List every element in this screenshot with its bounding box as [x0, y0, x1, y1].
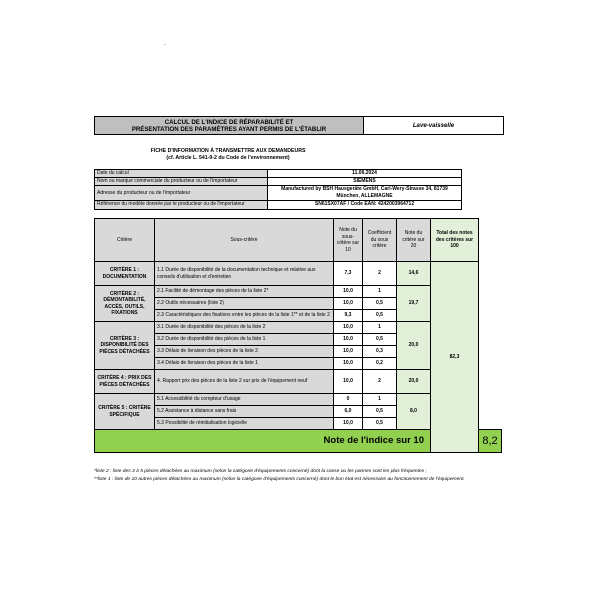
stray-mark: . — [164, 41, 166, 47]
score-table — [94, 218, 502, 453]
sub-criterion-label: 2.3 Caractéristiques des fixations entre les pièces de la liste 1** et de la liste 2 — [155, 310, 334, 322]
sub-criterion-coef: 2 — [363, 262, 397, 286]
sub-criterion-coef: 2 — [363, 370, 397, 394]
sub-criterion-note: 10,0 — [334, 418, 363, 430]
sub-criterion-note: 10,0 — [334, 322, 363, 334]
info-label: Nom ou marque commerciale du producteur ou de l'importateur — [95, 178, 268, 186]
info-value: SN61SX07AF / Code EAN: 4242003964712 — [268, 201, 462, 209]
criterion-2-name: CRITÈRE 2 : DÉMONTABILITÉ, ACCÈS, OUTILS, FIXATIONS — [95, 286, 155, 322]
sub-criterion-label: 5.1 Accessibilité du compteur d'usage — [155, 394, 334, 406]
sub-criterion-note: 0 — [334, 394, 363, 406]
criterion-3-score: 20,0 — [397, 322, 431, 370]
sub-criterion-note: 6,0 — [334, 406, 363, 418]
sub-criterion-coef: 0,3 — [363, 346, 397, 358]
sub-criterion-coef: 1 — [363, 286, 397, 298]
col-total: Total des notes des critères sur 100 — [431, 219, 479, 262]
col-coef: Coefficient du sous critère — [363, 219, 397, 262]
sub-criterion-label: 1.1 Durée de disponibilité de la documentation technique et relative aux conseils d'utilisation et d'entretien — [155, 262, 334, 286]
info-row — [95, 170, 462, 178]
fiche-line-1: FICHE D'INFORMATION À TRANSMETTRE AUX DEMANDEURS — [150, 148, 306, 154]
product-type: Lave-vaisselle — [412, 122, 455, 129]
sub-criterion-note: 10,0 — [334, 346, 363, 358]
info-label: Référence du modèle donnée par le producteur ou de l'importateur — [95, 201, 268, 209]
criterion-3-name: CRITÈRE 3 : DISPONIBILITÉ DES PIÈCES DÉTACHÉES — [95, 322, 155, 370]
sub-criterion-coef: 1 — [363, 394, 397, 406]
sub-criterion-coef: 0,5 — [363, 310, 397, 322]
col-sous-critere: Sous-critère — [155, 219, 334, 262]
sub-criterion-coef: 0,5 — [363, 298, 397, 310]
table-row — [95, 262, 502, 286]
fiche-heading — [94, 148, 362, 162]
page-title — [95, 117, 364, 134]
info-label: Date du calcul — [95, 170, 268, 178]
footnote-liste-2: *liste 2 : liste des 3 à 5 pièces détachées au maximum (selon la catégorie d'équipements concerné) dont la casse ou les pannes sont les plus fréquentes ; — [94, 469, 427, 474]
sub-criterion-label: 5.3 Possibilité de réinitialisation logicielle — [155, 418, 334, 430]
sub-criterion-note: 10,0 — [334, 370, 363, 394]
sub-criterion-coef: 0,5 — [363, 418, 397, 430]
info-value: 11.06.2024 — [268, 170, 462, 178]
final-score-value: 8,2 — [479, 430, 502, 453]
col-critere: Critère — [95, 219, 155, 262]
sub-criterion-label: 5.2 Assistance à distance sans frais — [155, 406, 334, 418]
title-line-2: PRÉSENTATION DES PARAMÈTRES AYANT PERMIS DE L'ÉTABLIR — [131, 125, 327, 133]
criterion-5-name: CRITÈRE 5 : CRITÈRE SPÉCIFIQUE — [95, 394, 155, 430]
sub-criterion-note: 10,0 — [334, 286, 363, 298]
sub-criterion-label: 3.2 Durée de disponibilité des pièces de la liste 1 — [155, 334, 334, 346]
title-line-1: CALCUL DE L'INDICE DE RÉPARABILITÉ ET — [164, 118, 294, 126]
sub-criterion-label: 3.1 Durée de disponibilité des pièces de la liste 2 — [155, 322, 334, 334]
sub-criterion-coef: 1 — [363, 322, 397, 334]
criterion-2-score: 19,7 — [397, 286, 431, 322]
sub-criterion-note: 10,0 — [334, 334, 363, 346]
footnotes — [94, 468, 465, 483]
criterion-5-score: 8,0 — [397, 394, 431, 430]
criterion-1-score: 14,6 — [397, 262, 431, 286]
info-row — [95, 178, 462, 186]
header-row — [95, 219, 502, 262]
sub-criterion-note: 10,0 — [334, 358, 363, 370]
sub-criterion-coef: 0,5 — [363, 334, 397, 346]
criterion-4-name: CRITÈRE 4 : PRIX DES PIÈCES DÉTACHÉES — [95, 370, 155, 394]
sub-criterion-label: 4. Rapport prix des pièces de la liste 2 sur prix de l'équipement neuf — [155, 370, 334, 394]
final-score-label: Note de l'indice sur 10 — [95, 430, 431, 453]
info-value: Manufactured by BSH Hausgeräte GmbH, Carl-Wery-Strasse 34, 81739 München, ALLEMAGNE — [268, 186, 462, 201]
document-header — [94, 116, 504, 135]
sub-criterion-note: 9,3 — [334, 310, 363, 322]
total-100: 82,3 — [431, 262, 479, 453]
info-row — [95, 201, 462, 209]
fiche-line-2: (cf. Article L. 541-9-2 du Code de l'environnement) — [166, 155, 290, 161]
info-table — [94, 169, 462, 210]
info-row — [95, 186, 462, 201]
col-note10: Note du sous-critère sur 10 — [334, 219, 363, 262]
sub-criterion-label: 2.1 Facilité de démontage des pièces de la liste 2* — [155, 286, 334, 298]
sub-criterion-note: 10,0 — [334, 298, 363, 310]
info-value: SIEMENS — [268, 178, 462, 186]
sub-criterion-note: 7,3 — [334, 262, 363, 286]
info-label: Adresse du producteur ou de l'importateur — [95, 186, 268, 201]
sub-criterion-coef: 0,5 — [363, 406, 397, 418]
sub-criterion-label: 2.2 Outils nécessaires (liste 2) — [155, 298, 334, 310]
sub-criterion-label: 3.3 Délais de livraison des pièces de la liste 2 — [155, 346, 334, 358]
criterion-4-score: 20,0 — [397, 370, 431, 394]
sub-criterion-coef: 0,2 — [363, 358, 397, 370]
col-note20: Note du critère sur 20 — [397, 219, 431, 262]
footnote-liste-1: **liste 1 : liste de 10 autres pièces détachées au maximum (selon la catégorie d'équipements concerné) dont le bon état est nécessaire au fonctionnement de l'équipement. — [94, 476, 465, 482]
criterion-1-name: CRITÈRE 1 : DOCUMENTATION — [95, 262, 155, 286]
sub-criterion-label: 3.4 Délais de livraison des pièces de la liste 1 — [155, 358, 334, 370]
